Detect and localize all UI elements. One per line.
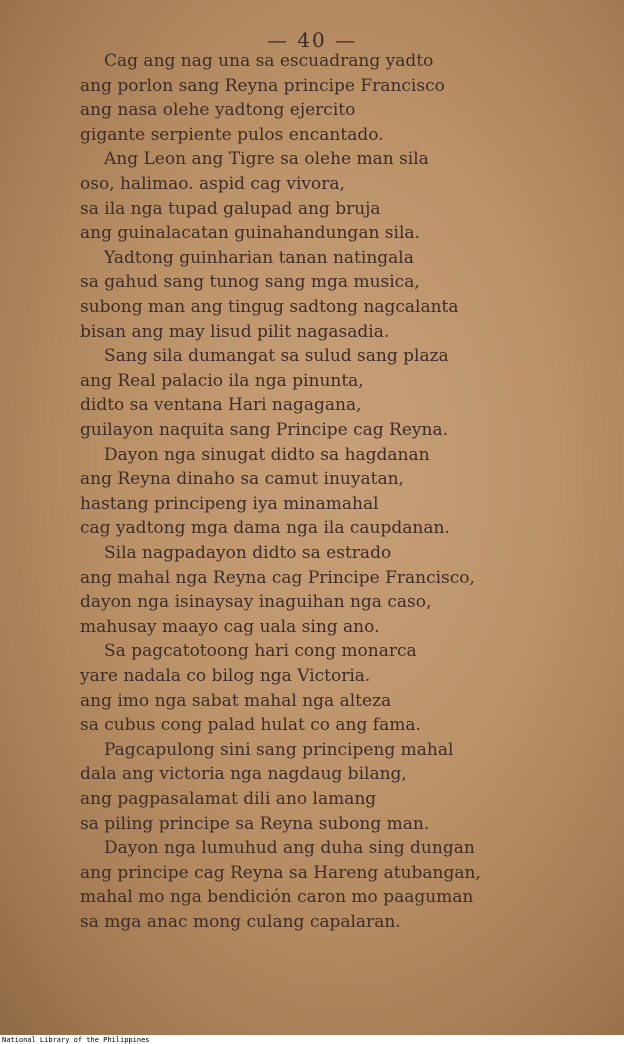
poem-line: Dayon nga sinugat didto sa hagdanan <box>104 444 430 465</box>
poem-line: sa mga anac mong culang capalaran. <box>80 912 401 932</box>
poem-line: gigante serpiente pulos encantado. <box>80 124 384 145</box>
poem-line: dayon nga isinaysay inaguihan nga caso, <box>80 592 432 613</box>
poem-line: ang pagpasalamat dili ano lamang <box>80 789 377 809</box>
footer-credit: National Library of the Philippines <box>2 1036 150 1044</box>
page-number: — 40 — <box>266 28 358 52</box>
poem-line: ang imo nga sabat mahal nga alteza <box>80 690 392 711</box>
poem-line: sa gahud sang tunog sang mga musica, <box>80 272 420 293</box>
poem-line: sa ila nga tupad galupad ang bruja <box>80 198 381 219</box>
poem-line: mahusay maayo cag uala sing ano. <box>80 616 380 637</box>
poem-line: cag yadtong mga dama nga ila caupdanan. <box>80 518 450 539</box>
poem-line: subong man ang tingug sadtong nagcalanta <box>80 297 459 317</box>
poem-line: ang principe cag Reyna sa Hareng atubangan, <box>80 862 481 883</box>
poem-line: Sang sila dumangat sa sulud sang plaza <box>104 346 449 367</box>
poem-line: ang Real palacio ila nga pinunta, <box>80 370 364 391</box>
poem-line: sa piling principe sa Reyna subong man. <box>80 813 430 834</box>
poem-line: Sila nagpadayon didto sa estrado <box>104 543 392 563</box>
poem-line: dala ang victoria nga nagdaug bilang, <box>80 764 407 785</box>
poem-line: oso, halimao. aspid cag vivora, <box>80 174 345 194</box>
poem-line: didto sa ventana Hari nagagana, <box>80 395 362 416</box>
poem-line: yare nadala co bilog nga Victoria. <box>80 666 371 686</box>
poem-line: Sa pagcatotoong hari cong monarca <box>104 641 417 662</box>
poem-line: ang mahal nga Reyna cag Principe Francisco, <box>80 567 475 588</box>
poem-line: guilayon naquita sang Principe cag Reyna. <box>80 420 448 440</box>
poem-line: Cag ang nag una sa escuadrang yadto <box>104 51 434 71</box>
poem-line: sa cubus cong palad hulat co ang fama. <box>80 715 421 736</box>
poem-line: Ang Leon ang Tigre sa olehe man sila <box>104 149 429 170</box>
poem-line: mahal mo nga bendición caron mo paaguman <box>80 887 474 908</box>
poem-line: bisan ang may lisud pilit nagasadia. <box>80 321 390 342</box>
poem-line: Dayon nga lumuhud ang duha sing dungan <box>104 838 475 859</box>
poem-line: Pagcapulong sini sang principeng mahal <box>104 739 454 760</box>
poem-line: Yadtong guinharian tanan natingala <box>104 247 414 268</box>
poem-line: ang nasa olehe yadtong ejercito <box>80 100 356 121</box>
poem-line: hastang principeng iya minamahal <box>80 493 379 514</box>
poem-line: ang Reyna dinaho sa camut inuyatan, <box>80 469 404 490</box>
poem-line: ang porlon sang Reyna principe Francisco <box>80 75 445 96</box>
poem-line: ang guinalacatan guinahandungan sila. <box>80 223 420 244</box>
